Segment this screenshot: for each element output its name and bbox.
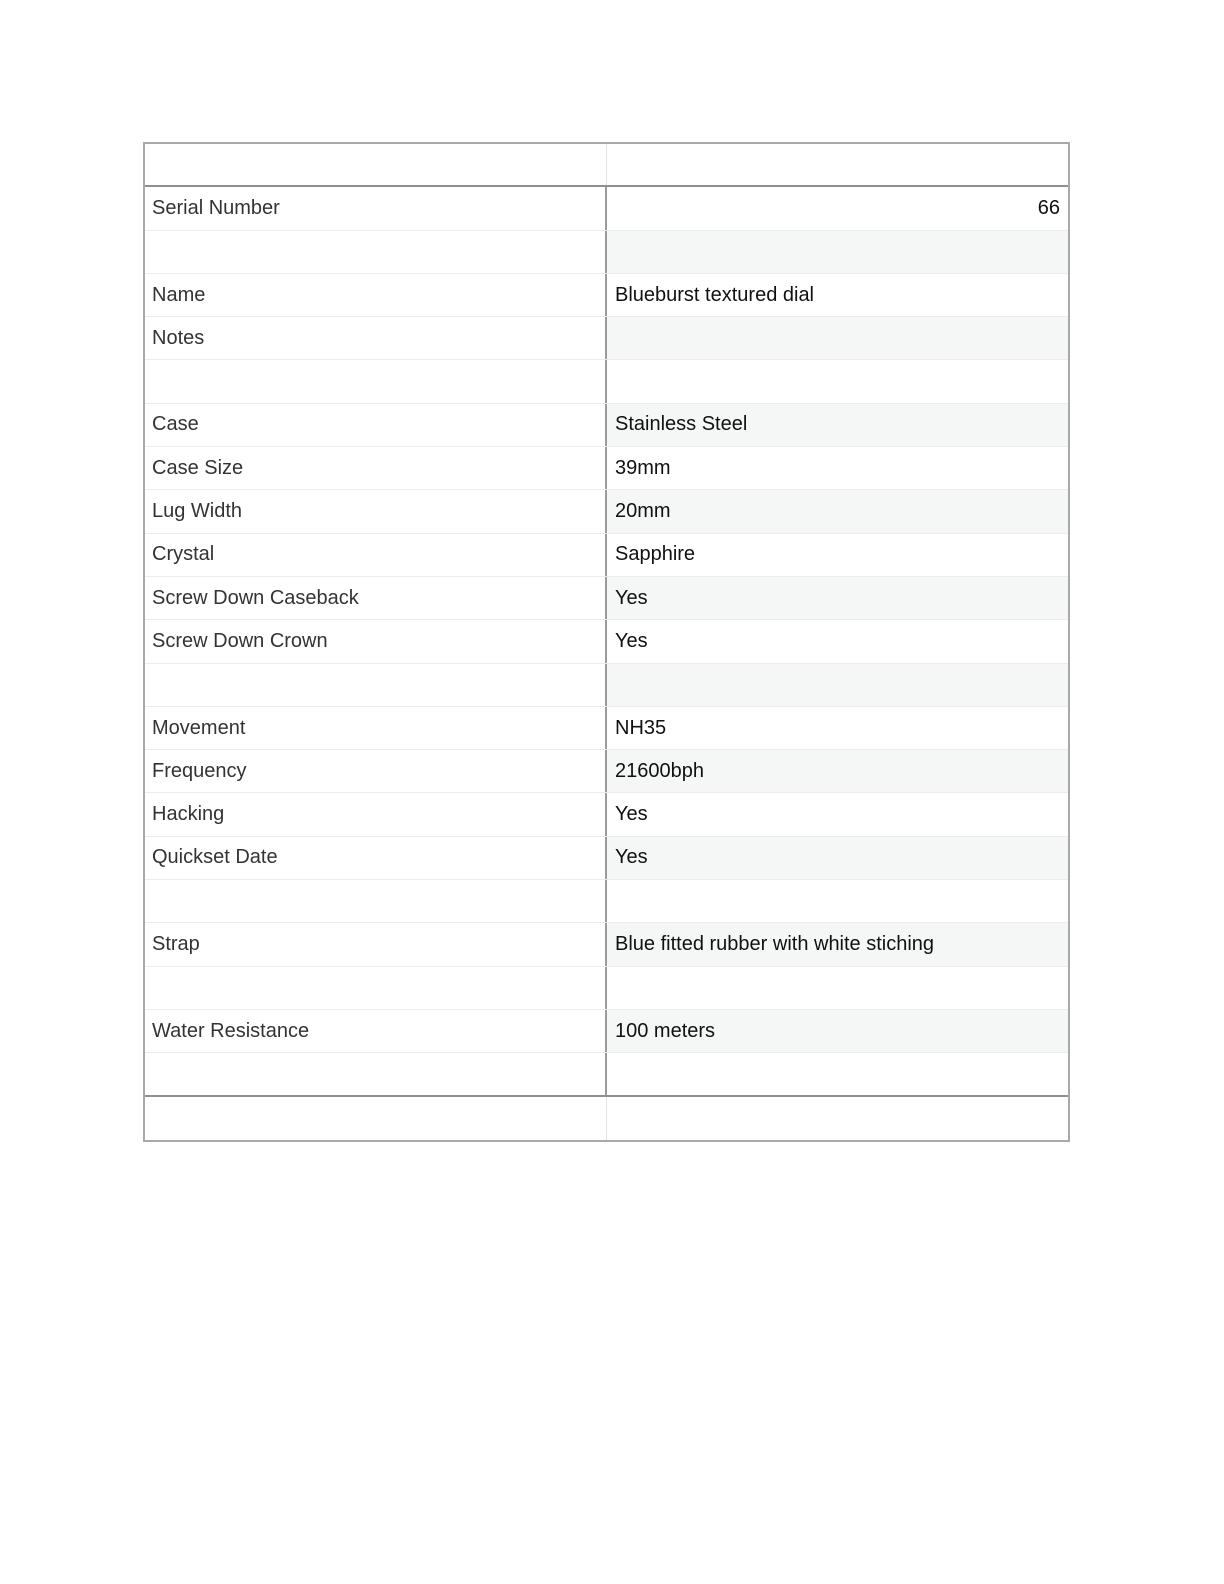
row-label xyxy=(145,231,607,273)
table-row xyxy=(145,620,1068,663)
row-label: Screw Down Caseback xyxy=(145,577,607,619)
table-row xyxy=(145,447,1068,490)
row-value: 21600bph xyxy=(607,750,1068,792)
table-header-row xyxy=(145,144,1068,187)
row-value xyxy=(607,1053,1068,1094)
row-label: Name xyxy=(145,274,607,316)
row-label: Strap xyxy=(145,923,607,965)
footer-cell-label xyxy=(145,1097,607,1140)
row-value: Yes xyxy=(607,620,1068,662)
row-label: Serial Number xyxy=(145,187,607,229)
row-label: Lug Width xyxy=(145,490,607,532)
table-row xyxy=(145,837,1068,880)
row-value xyxy=(607,880,1068,922)
row-value: 39mm xyxy=(607,447,1068,489)
row-value: Sapphire xyxy=(607,534,1068,576)
row-label: Frequency xyxy=(145,750,607,792)
row-label: Water Resistance xyxy=(145,1010,607,1052)
row-label: Case xyxy=(145,404,607,446)
row-label: Case Size xyxy=(145,447,607,489)
table-row xyxy=(145,317,1068,360)
row-value: Blue fitted rubber with white stiching xyxy=(607,923,1068,965)
row-label: Movement xyxy=(145,707,607,749)
row-label: Screw Down Crown xyxy=(145,620,607,662)
row-value: Yes xyxy=(607,793,1068,835)
table-row xyxy=(145,534,1068,577)
row-label: Quickset Date xyxy=(145,837,607,879)
table-row xyxy=(145,967,1068,1010)
row-value: 66 xyxy=(607,187,1068,229)
spec-table xyxy=(143,142,1070,1142)
row-value xyxy=(607,664,1068,706)
table-row xyxy=(145,1010,1068,1053)
row-value xyxy=(607,967,1068,1009)
row-value: Yes xyxy=(607,837,1068,879)
row-label: Hacking xyxy=(145,793,607,835)
table-row xyxy=(145,577,1068,620)
row-label: Crystal xyxy=(145,534,607,576)
table-row xyxy=(145,187,1068,230)
row-label xyxy=(145,967,607,1009)
row-label xyxy=(145,880,607,922)
row-value: NH35 xyxy=(607,707,1068,749)
header-cell-label xyxy=(145,144,607,185)
row-label xyxy=(145,1053,607,1094)
row-value xyxy=(607,360,1068,402)
table-footer-row xyxy=(145,1097,1068,1140)
row-value: 100 meters xyxy=(607,1010,1068,1052)
row-value: 20mm xyxy=(607,490,1068,532)
table-row xyxy=(145,1053,1068,1096)
footer-cell-value xyxy=(607,1097,1068,1140)
table-row xyxy=(145,664,1068,707)
table-row xyxy=(145,750,1068,793)
table-row xyxy=(145,231,1068,274)
row-label: Notes xyxy=(145,317,607,359)
table-row xyxy=(145,793,1068,836)
table-row xyxy=(145,880,1068,923)
row-value: Stainless Steel xyxy=(607,404,1068,446)
table-row xyxy=(145,707,1068,750)
row-value xyxy=(607,317,1068,359)
row-value: Yes xyxy=(607,577,1068,619)
row-label xyxy=(145,360,607,402)
table-row xyxy=(145,404,1068,447)
table-row xyxy=(145,274,1068,317)
table-row xyxy=(145,923,1068,966)
header-cell-value xyxy=(607,144,1068,185)
table-row xyxy=(145,360,1068,403)
row-value xyxy=(607,231,1068,273)
table-row xyxy=(145,490,1068,533)
row-label xyxy=(145,664,607,706)
row-value: Blueburst textured dial xyxy=(607,274,1068,316)
